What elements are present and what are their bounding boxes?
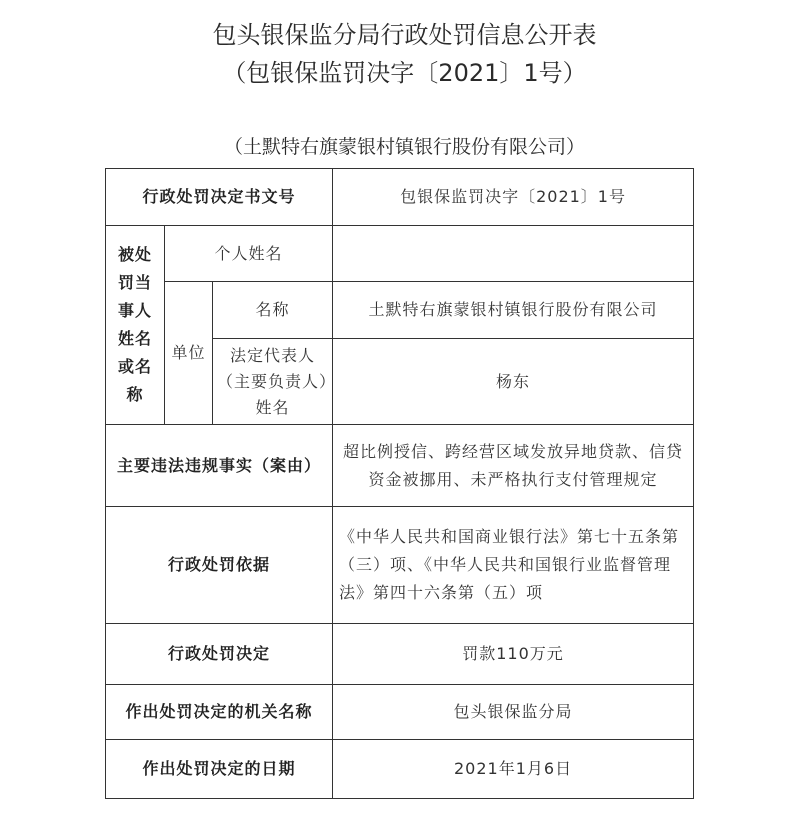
table-row <box>106 425 694 507</box>
party-subtitle: （土默特右旗蒙银村镇银行股份有限公司） <box>223 136 585 158</box>
table-row <box>106 624 694 685</box>
unit-label: 单位 <box>165 282 213 425</box>
violation-value: 超比例授信、跨经营区域发放异地贷款、信贷资金被挪用、未严格执行支付管理规定 <box>333 425 694 507</box>
basis-label: 行政处罚依据 <box>106 507 333 624</box>
legal-rep-label: 法定代表人（主要负责人）姓名 <box>213 339 333 425</box>
authority-label: 作出处罚决定的机关名称 <box>106 685 333 740</box>
document-number-title: （包银保监罚决字〔2021〕1号） <box>222 59 587 87</box>
date-label: 作出处罚决定的日期 <box>106 740 333 799</box>
decision-value: 罚款110万元 <box>333 624 694 685</box>
doc-no-label: 行政处罚决定书文号 <box>106 169 333 226</box>
penalty-info-table <box>105 168 694 799</box>
table-row <box>106 282 694 339</box>
table-row <box>106 740 694 799</box>
party-label: 被处罚当事人姓名或名称 <box>106 226 165 425</box>
unit-name-value: 土默特右旗蒙银村镇银行股份有限公司 <box>333 282 694 339</box>
legal-rep-value: 杨东 <box>333 339 694 425</box>
authority-value: 包头银保监分局 <box>333 685 694 740</box>
individual-label: 个人姓名 <box>165 226 333 282</box>
unit-name-label: 名称 <box>213 282 333 339</box>
page-title: 包头银保监分局行政处罚信息公开表 <box>212 21 597 49</box>
table-row <box>106 507 694 624</box>
violation-label: 主要违法违规事实（案由） <box>106 425 333 507</box>
date-value: 2021年1月6日 <box>333 740 694 799</box>
table-row <box>106 685 694 740</box>
decision-label: 行政处罚决定 <box>106 624 333 685</box>
table-row <box>106 169 694 226</box>
table-row <box>106 226 694 282</box>
doc-no-value: 包银保监罚决字〔2021〕1号 <box>333 169 694 226</box>
individual-value <box>333 226 694 282</box>
basis-value: 《中华人民共和国商业银行法》第七十五条第（三）项、《中华人民共和国银行业监督管理法》第四十六条第（五）项 <box>333 507 694 624</box>
